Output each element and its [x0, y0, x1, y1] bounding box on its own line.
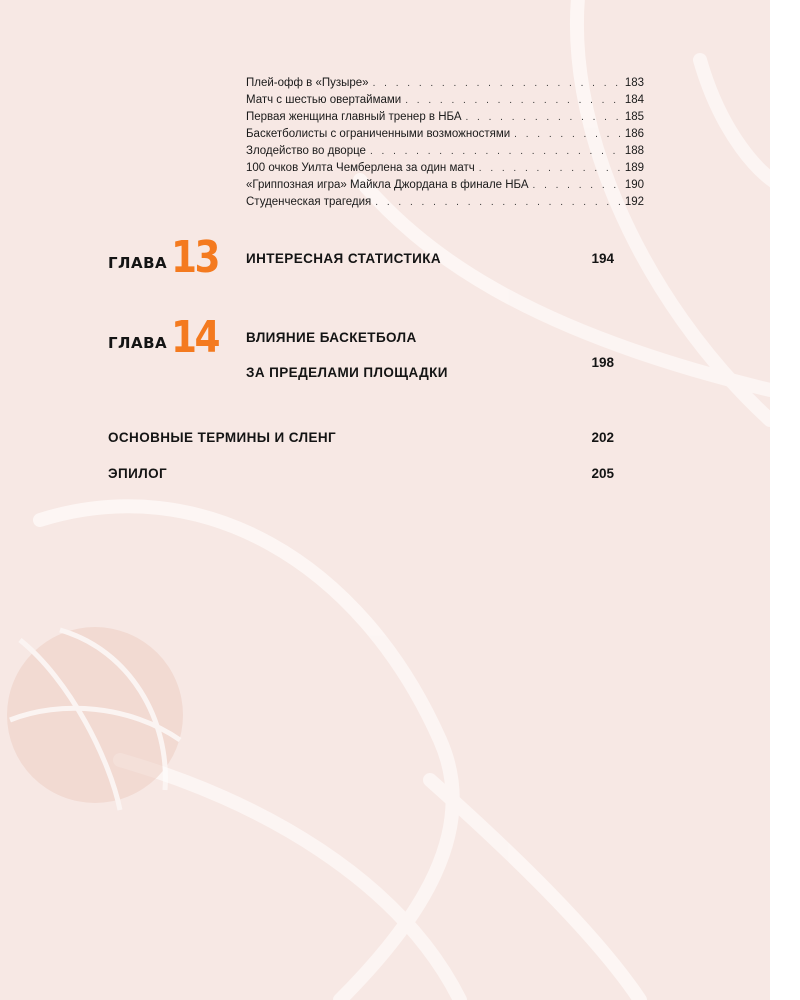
list-item[interactable] [246, 162, 644, 179]
list-item[interactable] [246, 196, 644, 213]
subsection-list [246, 77, 644, 213]
dot-leader [405, 95, 621, 106]
chapter-number: 13 [171, 232, 219, 283]
chapter-word: ГЛАВА [108, 334, 168, 352]
list-item[interactable] [246, 94, 644, 111]
epilogue-page: 205 [591, 466, 614, 481]
subsection-page: 185 [624, 111, 644, 123]
list-item[interactable] [246, 145, 644, 162]
list-item[interactable] [246, 77, 644, 94]
chapter-13-label [108, 232, 226, 283]
dot-leader [370, 146, 621, 157]
list-item[interactable] [246, 179, 644, 196]
chapter-14-label [108, 312, 226, 363]
subsection-page: 192 [624, 196, 644, 208]
chapter-14-title-line2[interactable]: ЗА ПРЕДЕЛАМИ ПЛОЩАДКИ [246, 365, 448, 380]
subsection-title: Первая женщина главный тренер в НБА [246, 111, 462, 123]
subsection-title: Плей-офф в «Пузыре» [246, 77, 369, 89]
subsection-page: 188 [624, 145, 644, 157]
chapter-14-title-line1[interactable]: ВЛИЯНИЕ БАСКЕТБОЛА [246, 330, 417, 345]
page-margin [770, 0, 800, 1000]
subsection-title: Злодейство во дворце [246, 145, 366, 157]
chapter-word: ГЛАВА [108, 254, 168, 272]
subsection-page: 190 [624, 179, 644, 191]
subsection-title: Баскетболисты с ограниченными возможностями [246, 128, 511, 140]
subsection-title: «Гриппозная игра» Майкла Джордана в финале НБА [246, 179, 529, 191]
subsection-title: Студенческая трагедия [246, 196, 372, 208]
dot-leader [373, 78, 621, 89]
subsection-page: 184 [624, 94, 644, 106]
subsection-page: 186 [624, 128, 644, 140]
subsection-title: 100 очков Уилта Чемберлена за один матч [246, 162, 475, 174]
dot-leader [466, 112, 621, 123]
dot-leader [375, 197, 621, 208]
dot-leader [514, 129, 621, 140]
dot-leader [533, 180, 621, 191]
subsection-title: Матч с шестью овертаймами [246, 94, 402, 106]
glossary-page: 202 [591, 430, 614, 445]
chapter-13-title[interactable]: ИНТЕРЕСНАЯ СТАТИСТИКА [246, 251, 442, 266]
epilogue-title[interactable]: ЭПИЛОГ [108, 466, 168, 481]
subsection-page: 189 [624, 162, 644, 174]
list-item[interactable] [246, 128, 644, 145]
dot-leader [479, 163, 621, 174]
glossary-title[interactable]: ОСНОВНЫЕ ТЕРМИНЫ И СЛЕНГ [108, 430, 337, 445]
subsection-page: 183 [624, 77, 644, 89]
chapter-14-page: 198 [591, 355, 614, 370]
list-item[interactable] [246, 111, 644, 128]
chapter-number: 14 [171, 312, 219, 363]
chapter-13-page: 194 [591, 251, 614, 266]
